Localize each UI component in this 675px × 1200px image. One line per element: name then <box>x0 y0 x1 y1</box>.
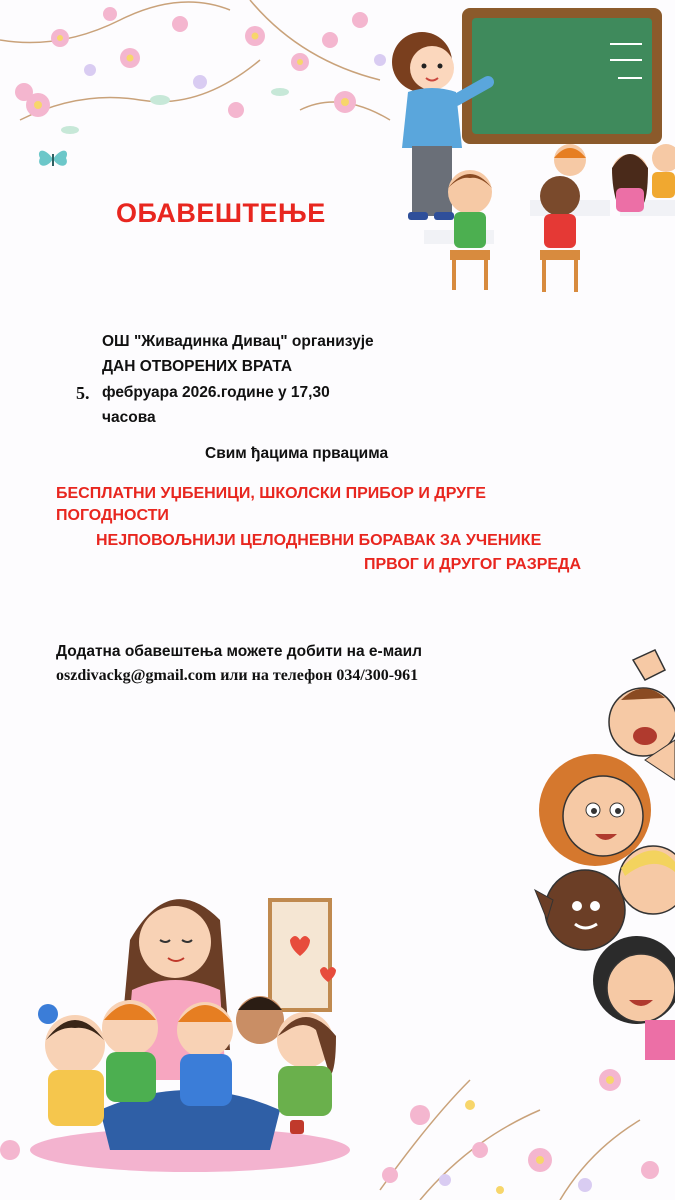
event-time-unit: часова <box>102 409 156 426</box>
contact-email-phone: oszdivackg@gmail.com или на телефон 034/300-961 <box>56 667 419 684</box>
benefits-line-4: ПРВОГ И ДРУГОГ РАЗРЕДА <box>364 556 582 573</box>
event-date-time: фебруара 2026.године у 17,30 <box>102 384 330 401</box>
benefits-line-1: БЕСПЛАТНИ УЏБЕНИЦИ, ШКОЛСКИ ПРИБОР И ДРУГЕ <box>56 485 486 502</box>
butterfly-decoration <box>36 146 70 172</box>
audience-label: Свим ђацима првацима <box>205 445 389 462</box>
teacher-hugging-children-illustration <box>20 880 360 1180</box>
event-day-number: 5. <box>76 383 90 403</box>
children-peeking-illustration <box>525 640 675 1060</box>
notice-title: ОБАВЕШТЕЊЕ <box>116 198 326 228</box>
contact-info-line: Додатна обавештења можете добити на е-маил <box>56 643 422 660</box>
benefits-line-3: НЕЈПОВОЉНИЈИ ЦЕЛОДНЕВНИ БОРАВАК ЗА УЧЕНИКЕ <box>96 532 542 549</box>
benefits-line-2: ПОГОДНОСТИ <box>56 507 169 524</box>
teacher-classroom-illustration <box>380 0 675 300</box>
event-name: ДАН ОТВОРЕНИХ ВРАТА <box>102 358 293 375</box>
event-organizer-line: ОШ "Живадинка Дивац" организује <box>102 333 374 350</box>
